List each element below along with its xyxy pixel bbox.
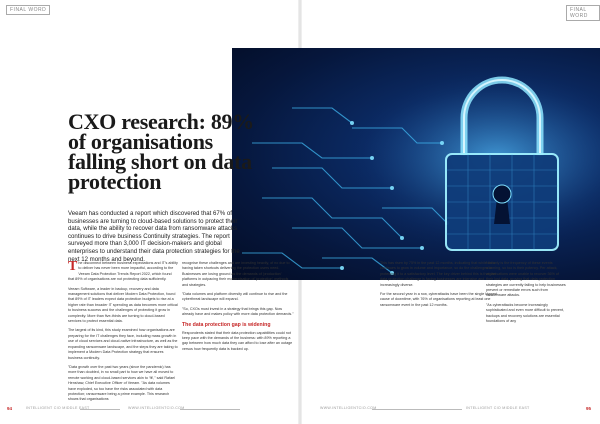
body-paragraph: Respondents stated that their data protection capabilities could not keep pace with the demands of the business: with 89% reporting a gap between how much data they can afford to lose after an outage versus how frequently data is backed up. (182, 330, 293, 351)
body-column-1 (68, 261, 178, 407)
body-paragraph: "As cyberattacks become increasingly sophisticated and even more difficult to prevent, backups and recovery solutions are essential foundations of any (486, 302, 565, 324)
section-tag-left: FINAL WORD (6, 5, 50, 15)
body-paragraph: "Data volumes and platform diversity will continue to rise and the cyberthreat landscape will expand. (182, 292, 288, 302)
body-paragraph: recognise these challenges and are investing heavily, of no due to having taken shortcuts delivering the protection users need. Businesses are losing ground as the demands of 'production' platforms in outpacing their modernisation of 'protection' methods and strategies. (182, 261, 290, 287)
hero-image (232, 48, 600, 280)
body-paragraph (68, 261, 178, 283)
padlock-circuit-icon (232, 48, 600, 280)
body-paragraph: "Data growth over the past two years (since the pandemic) has more than doubled, in no small part to how we have all moved to remote working and cloud-based services akin to 'fit'," said Rafael Henshaw, Chief Executive Officer of Veeam. "As data volumes have exploded, so too have the risks associated with data protection; ransomware being a prime example. This research shows that organisations (68, 364, 176, 402)
body-column-2 (182, 261, 294, 356)
body-paragraph: "So, CXOs must invest in a strategy that brings this gap. Now already have and makes policy with more data protection demands." (182, 306, 294, 317)
article-headline: CXO research: 89% of organisations falling short on data protection (68, 109, 254, 194)
body-paragraph: The largest of its kind, this study examined how organisations are preparing for the IT challenges they face, including mass growth in use of cloud services and cloud-native infrastructure, as well as the expanding ransomware landscape, and the steps they are taking to implement a Modern Data Protection strategy that ensures business continuity. (68, 328, 178, 360)
footer-rule (180, 409, 240, 410)
body-column-4 (486, 261, 566, 328)
body-paragraph: Veeam Software, a leader in backup, recovery and data management solutions that deliver Modern Data Protection, found that 89% of IT leaders expect data protection budgets to rise at a higher rate than broader IT spending as data becomes more critical to business success and the challenges of protecting it grow in complexity. More than five-thirds are turning to cloud-based services to protect essential data. (68, 286, 178, 324)
section-tag-right: FINAL WORD (566, 5, 600, 21)
page-number-right: 95 (586, 406, 592, 411)
article-standfirst: Veeam has conducted a report which discovered that 67% of businesses are turning to cloud-based solutions to protect their data, while the ability to recover data from ransomware attacks continues to drive business Continuity strategies. The report surveyed more than 3,000 IT decision-makers and global enterprises to understand their data protection strategies for the next 12 months and beyond. (68, 210, 240, 263)
footer-publication-right: INTELLIGENT CIO MIDDLE EAST (466, 406, 530, 410)
body-paragraph: This has risen by 75% in the past 12 months, indicating that while data continues to grow in volume and importance, so do the challenges in protecting it to a satisfactory level. The key driver behind this is that the data protection challenge is facing businesses are intensive and increasingly diverse. (380, 261, 496, 287)
footer-rule (80, 409, 120, 410)
footer-publication-left: INTELLIGENT CIO MIDDLE EAST (26, 406, 90, 410)
page-number-left: 94 (7, 406, 13, 411)
paragraph-text: he disconnect between business expectations and IT's ability to deliver has never been more impactful, according to the Veeam Data Protection Trends Report 2022, which found that 89% of organisations are not protecting data sufficiently. (68, 261, 178, 282)
body-column-3 (380, 261, 500, 312)
section-subhead: The data protection gap is widening (182, 321, 271, 328)
body-paragraph: For the second year in a row, cyberattacks have been the single biggest cause of downtime, with 76% of organisations reporting at least one ransomware event in the past 12 months. (380, 292, 498, 307)
footer-url-left: WWW.INTELLIGENTCIO.COM (128, 406, 185, 410)
drop-cap: T (68, 259, 78, 274)
body-paragraph: Not only is the frequency of these events alarming, so too is their potency. Per attack, organisations were unable to recover 36% of their lost data, proving that data protection strategies are currently failing to help businesses prevent or remediate errors such from ransomware attacks. (486, 261, 566, 298)
footer-url-right: WWW.INTELLIGENTCIO.COM (320, 406, 377, 410)
footer-rule (372, 409, 462, 410)
